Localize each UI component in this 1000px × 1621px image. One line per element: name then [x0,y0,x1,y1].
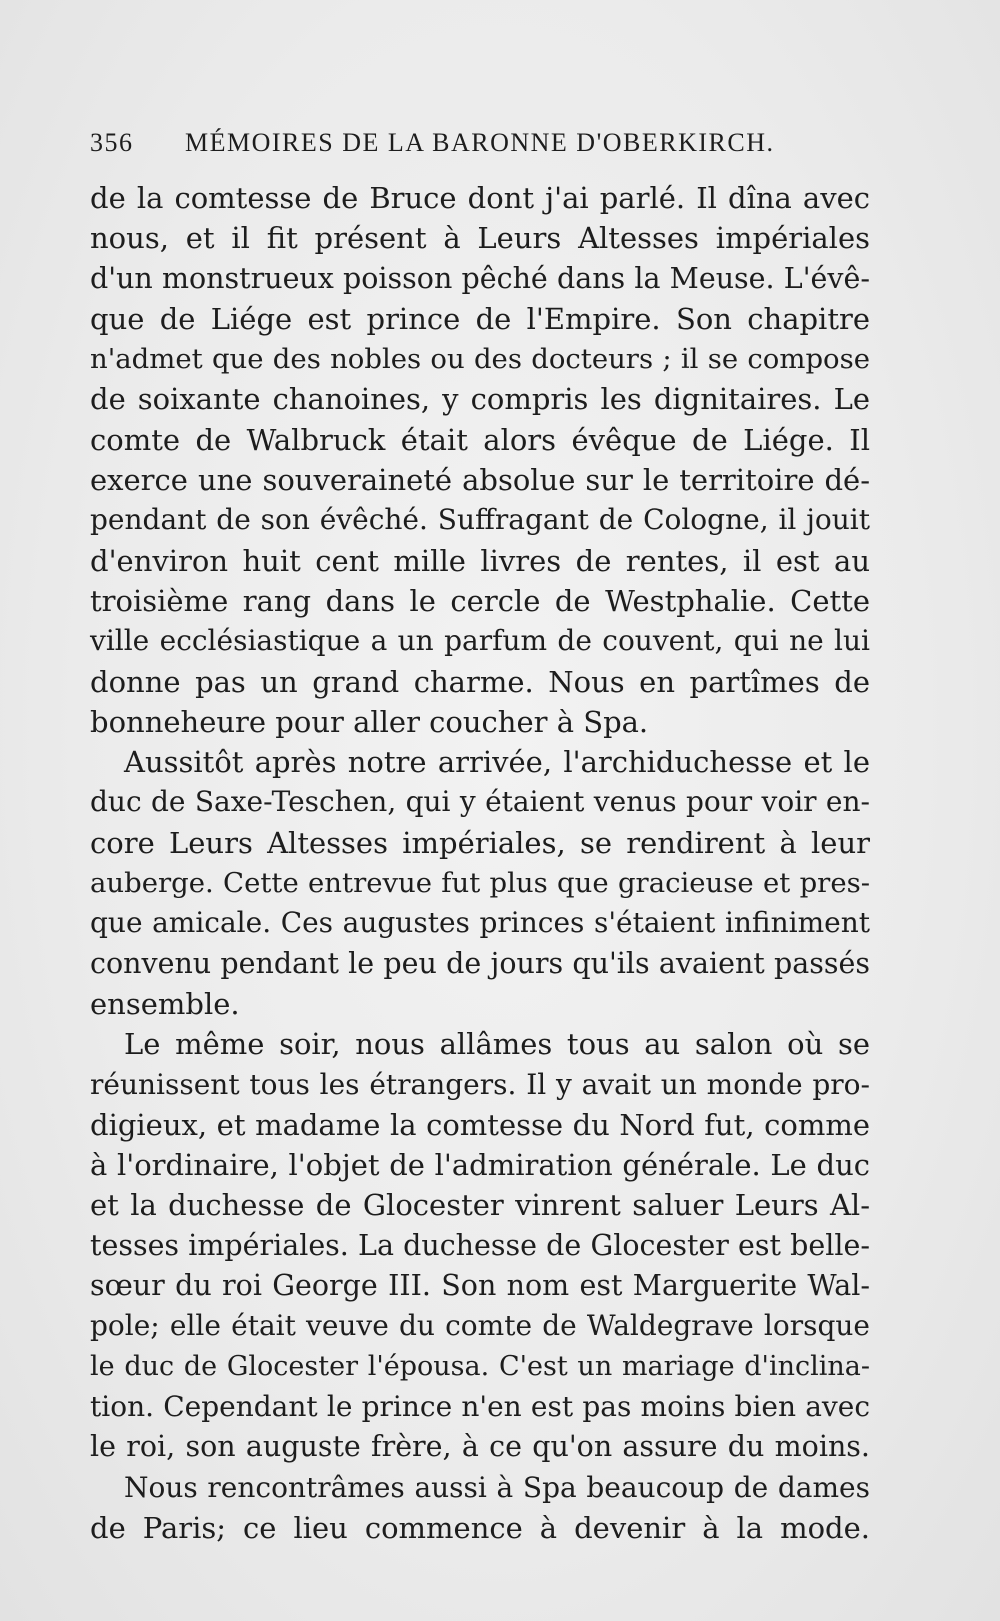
text-line: duc de Saxe-Teschen, qui y étaient venus pour voir en- [90,785,870,819]
text-line: et la duchesse de Glocester vinrent saluer Leurs Al- [90,1188,870,1223]
text-line: exerce une souveraineté absolue sur le territoire dé- [90,463,870,498]
text-line: sœur du roi George III. Son nom est Marguerite Wal- [90,1269,870,1303]
text-line: auberge. Cette entrevue fut plus que gracieuse et pres- [90,867,870,900]
text-line: de Paris; ce lieu commence à devenir à la mode. [90,1510,870,1545]
page-number: 356 [90,128,134,157]
text-line: de la comtesse de Bruce dont j'ai parlé. Il dîna avec [90,181,870,215]
text-line: à l'ordinaire, l'objet de l'admiration générale. Le duc [90,1148,870,1183]
text-line: bonneheure pour aller coucher à Spa. [90,704,649,739]
body-text [90,178,870,1548]
text-line: Nous rencontrâmes aussi à Spa beaucoup de dames [124,1470,870,1504]
text-line: comte de Walbruck était alors évêque de Liége. Il [90,422,870,457]
text-line: convenu pendant le peu de jours qu'ils avaient passés [90,946,870,980]
text-line: digieux, et madame la comtesse du Nord fut, comme [90,1107,870,1142]
text-line: Aussitôt après notre arrivée, l'archiduchesse et le [124,745,870,780]
text-line: pole; elle était veuve du comte de Waldegrave lorsque [90,1309,870,1343]
text-line: d'un monstrueux poisson pêché dans la Meuse. L'évê- [90,261,870,295]
text-line: pendant de son évêché. Suffragant de Cologne, il jouit [90,503,870,537]
text-line: Le même soir, nous allâmes tous au salon où se [124,1027,870,1062]
text-line: le duc de Glocester l'épousa. C'est un mariage d'inclina- [90,1350,870,1382]
text-line: troisième rang dans le cercle de Westphalie. Cette [90,583,870,618]
text-line: nous, et il fit présent à Leurs Altesses impériales [90,221,870,256]
text-line: ensemble. [90,986,240,1021]
text-line: tesses impériales. La duchesse de Glocester est belle- [90,1228,870,1262]
text-line: n'admet que des nobles ou des docteurs ; il se compose [90,343,870,376]
text-line: réunissent tous les étrangers. Il y avait un monde pro- [90,1067,870,1101]
text-line: que amicale. Ces augustes princes s'étaient infiniment [90,906,870,940]
text-line: le roi, son auguste frère, à ce qu'on assure du moins. [90,1430,870,1464]
text-line: d'environ huit cent mille livres de rentes, il est au [90,543,870,578]
text-line: tion. Cependant le prince n'en est pas moins bien avec [90,1389,870,1423]
running-header [90,128,775,168]
running-title: MÉMOIRES DE LA BARONNE D'OBERKIRCH. [185,128,775,157]
text-line: ville ecclésiastique a un parfum de couvent, qui ne lui [90,624,870,658]
text-line: donne pas un grand charme. Nous en partîmes de [90,664,870,699]
text-line: core Leurs Altesses impériales, se rendirent à leur [90,825,870,860]
text-line: que de Liége est prince de l'Empire. Son chapitre [90,301,870,336]
text-line: de soixante chanoines, y compris les dignitaires. Le [90,382,870,417]
